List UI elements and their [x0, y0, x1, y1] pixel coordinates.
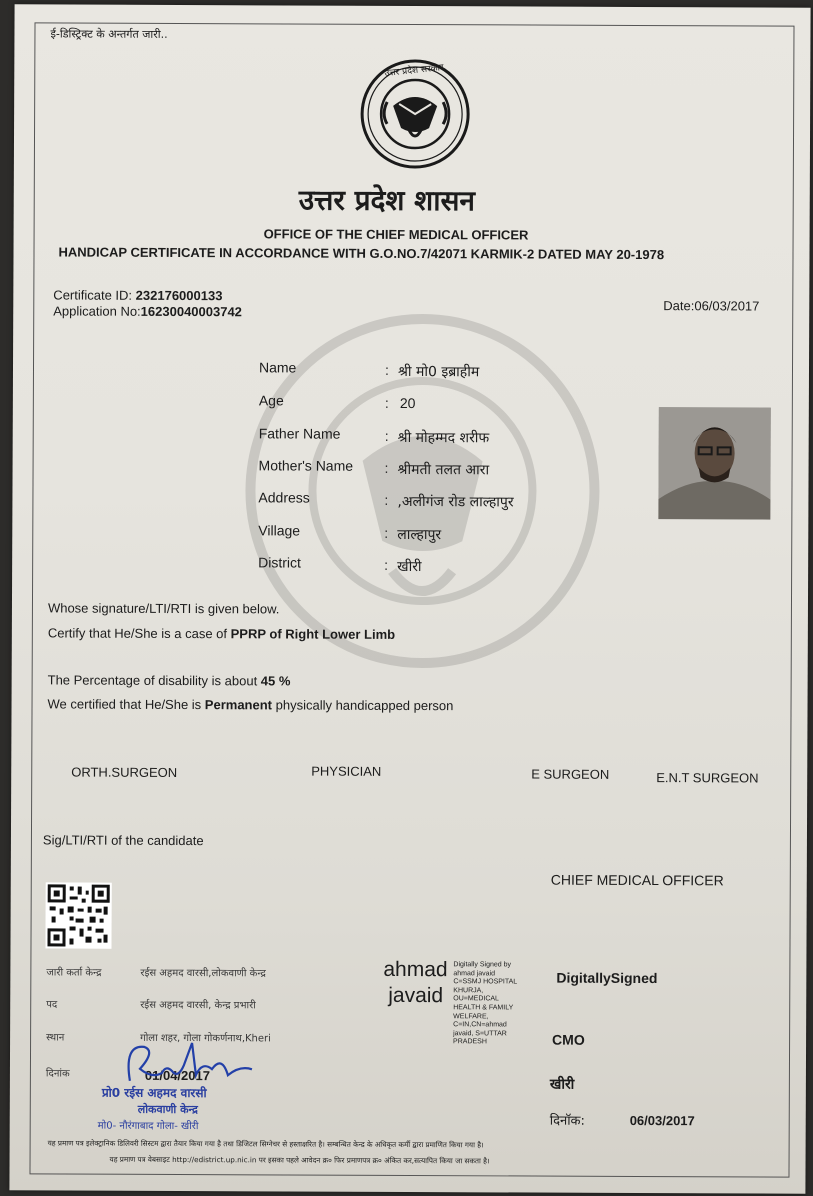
field-label-mother-name: Mother's Name — [258, 457, 354, 474]
signatory-orth-surgeon: ORTH.SURGEON — [71, 764, 178, 780]
field-value-mother-name: श्रीमती तलत आरा — [397, 461, 490, 479]
dinank-value: 06/03/2017 — [629, 1112, 695, 1129]
field-value-address: ,अलीगंज रोड लाल्हापुर — [397, 493, 514, 511]
field-value-district: खीरी — [397, 558, 422, 576]
permanent-line — [48, 696, 454, 713]
district-sign: खीरी — [549, 1076, 575, 1093]
digital-detail: Digitally Signed by — [453, 961, 512, 969]
signatory-ent-surgeon: E.N.T SURGEON — [656, 770, 759, 786]
digital-detail: OU=MEDICAL — [453, 995, 499, 1003]
disability-prefix: The Percentage of disability is about — [47, 672, 261, 689]
colon: : — [384, 394, 389, 411]
colon: : — [384, 427, 389, 444]
field-label-village: Village — [258, 522, 301, 539]
certify-line — [48, 625, 395, 642]
dinank-label: दिनॉक: — [549, 1113, 585, 1129]
application-line — [53, 303, 242, 319]
field-label-district: District — [258, 554, 301, 571]
digital-detail: HEALTH & FAMILY — [453, 1004, 514, 1012]
issue-date: Date:06/03/2017 — [663, 298, 760, 314]
certificate-id: 232176000133 — [135, 287, 223, 304]
colon: : — [384, 524, 389, 541]
field-label-father-name: Father Name — [258, 425, 341, 442]
issuer-value-center: रईस अहमद वारसी,लोकवाणी केन्द्र — [140, 967, 266, 980]
issuer-label-place: स्थान — [46, 1032, 65, 1044]
issuer-label-post: पद — [46, 999, 58, 1011]
colon: : — [384, 556, 389, 573]
field-label-name: Name — [258, 359, 297, 376]
gov-title: उत्तर प्रदेश शासन — [298, 183, 476, 218]
digitally-signed-label: DigitallySigned — [556, 969, 658, 987]
colon: : — [384, 491, 389, 508]
stamp-line-3: मो0- नौरंगाबाद गोला- खीरी — [97, 1120, 199, 1133]
digital-detail: WELFARE, — [453, 1012, 489, 1020]
issuer-label-date: दिनांक — [45, 1068, 70, 1080]
signature-line: Whose signature/LTI/RTI is given below. — [47, 600, 280, 617]
disability-line — [48, 672, 291, 688]
office-title: OFFICE OF THE CHIEF MEDICAL OFFICER — [263, 226, 529, 243]
footer-line-1: यह प्रमाण पत्र इलेक्ट्रानिक डिलिवरी सिस्टम द्वारा तैयार किया गया है तथा डिजिटल सिग्नेचर से हस्ताक्षरित है। सम्बन्धित केन्द्र के अधिकृत कर्मी द्वारा प्रमाणित किया गया है। — [47, 1138, 484, 1150]
field-value-name: श्री मो0 इब्राहीम — [397, 363, 480, 381]
issuer-value-date: 01/04/2017 — [144, 1067, 211, 1084]
signatory-eye-surgeon: E SURGEON — [531, 766, 610, 782]
top-note: ई-डिस्ट्रिक्ट के अन्तर्गत जारी.. — [50, 27, 168, 41]
digital-detail: C=SSMJ HOSPITAL — [453, 978, 518, 986]
certificate-id-label: Certificate ID: — [53, 287, 133, 303]
candidate-signature-label: Sig/LTI/RTI of the candidate — [42, 832, 204, 849]
emblem-text: उत्तर प्रदेश सरकार — [384, 63, 445, 79]
digital-detail: KHURJA, — [453, 986, 484, 995]
permanent-suffix: physically handicapped person — [271, 697, 454, 714]
issuer-value-place: गोला शहर, गोला गोकर्णनाथ,Kheri — [140, 1032, 271, 1045]
field-value-village: लाल्हापुर — [397, 526, 442, 544]
digital-detail: PRADESH — [453, 1038, 487, 1046]
issuer-value-post: रईस अहमद वारसी, केन्द्र प्रभारी — [140, 999, 256, 1012]
digital-detail: C=IN,CN=ahmad — [453, 1021, 507, 1029]
cmo-title: CHIEF MEDICAL OFFICER — [550, 871, 724, 889]
issuer-label-center: जारी कर्ता केन्द्र — [46, 967, 102, 979]
permanent-word: Permanent — [204, 697, 273, 713]
colon: : — [384, 459, 389, 476]
digital-detail: ahmad javaid — [453, 969, 496, 977]
certify-prefix: Certify that He/She is a case of — [47, 625, 231, 642]
certificate-page — [9, 4, 810, 1193]
qr-code — [45, 882, 111, 948]
certificate-title: HANDICAP CERTIFICATE IN ACCORDANCE WITH G.O.NO.7/42071 KARMIK-2 DATED MAY 20-1978 — [58, 244, 665, 263]
digital-detail: javaid, S=UTTAR — [453, 1029, 507, 1038]
certify-case: PPRP of Right Lower Limb — [230, 626, 396, 642]
permanent-prefix: We certified that He/She is — [47, 696, 205, 713]
cmo-label: CMO — [552, 1031, 585, 1048]
digital-signer-first-name: ahmad — [383, 957, 448, 982]
field-label-address: Address — [258, 489, 310, 506]
stamp-line-2: लोकवाणी केन्द्र — [137, 1102, 198, 1117]
colon: : — [384, 361, 389, 378]
field-value-father-name: श्री मोहम्मद शरीफ — [397, 429, 490, 447]
stamp-line-1: प्रो0 रईस अहमद वारसी — [101, 1085, 207, 1101]
footer-line-2: यह प्रमाण पत्र वेबसाइट http://edistrict.up.nic.in पर इसका पहले आवेदन क्र० फिर प्रमाणपत्र क्र० अंकित कर,सत्यापित किया जा सकता है। — [109, 1154, 490, 1166]
digital-signature-details — [453, 961, 517, 1047]
disability-percentage: 45 % — [260, 673, 291, 689]
certificate-id-line — [53, 287, 222, 303]
application-no: 16230040003742 — [140, 303, 242, 320]
field-value-age: 20 — [399, 394, 416, 412]
digital-signer-last-name: javaid — [388, 983, 444, 1008]
application-label: Application No: — [53, 303, 141, 319]
signatory-physician: PHYSICIAN — [311, 763, 382, 779]
field-label-age: Age — [258, 392, 284, 409]
applicant-photo — [658, 407, 770, 519]
